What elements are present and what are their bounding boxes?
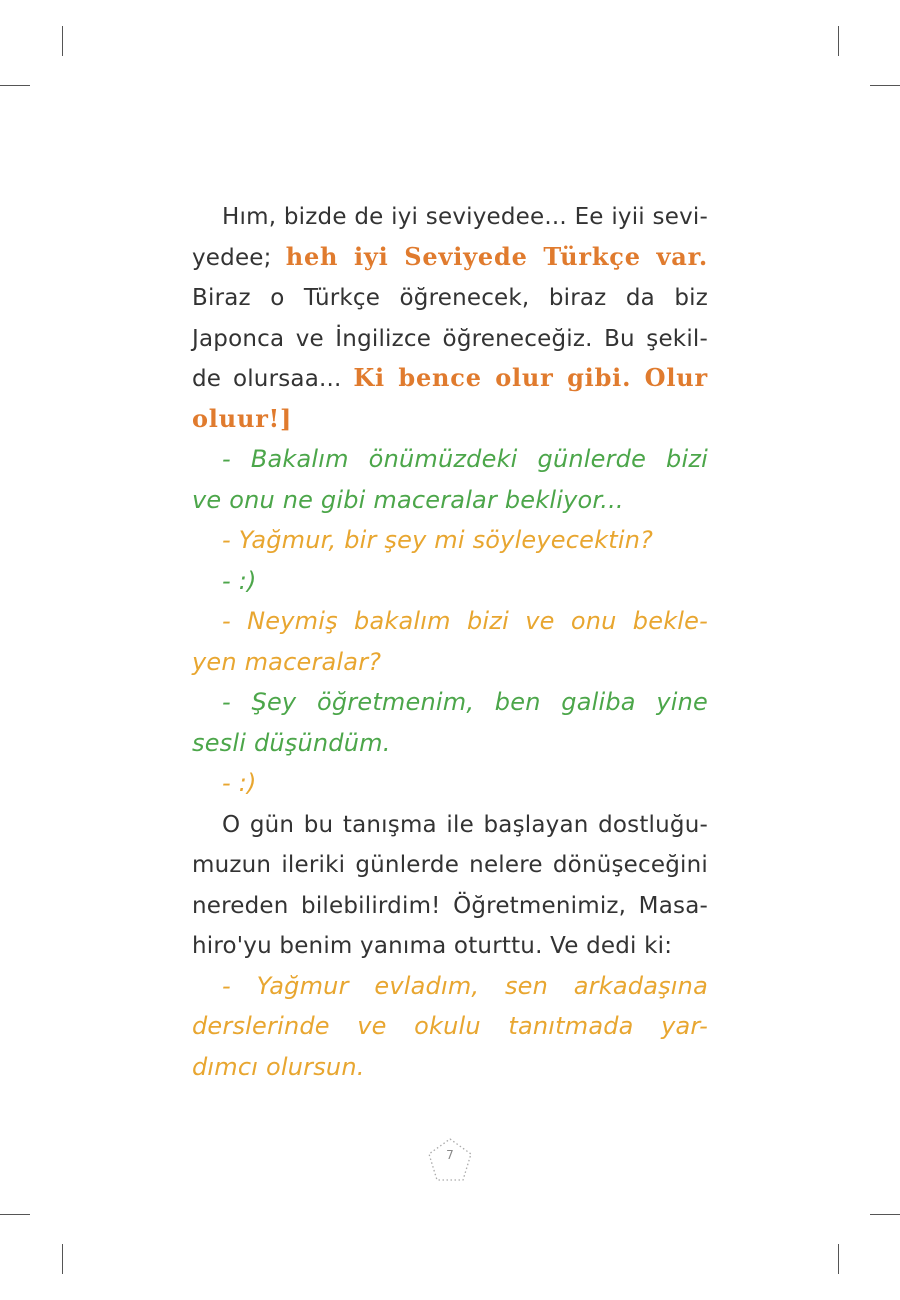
text-segment: ve onu ne gibi maceralar bekliyor... xyxy=(192,485,624,514)
text-line xyxy=(192,196,708,237)
text-line xyxy=(192,723,708,764)
text-segment: sesli düşündüm. xyxy=(192,728,391,757)
text-segment: heh iyi Seviyede Türkçe var. xyxy=(285,241,708,271)
text-segment: Biraz o Türkçe öğrenecek, biraz da biz xyxy=(192,285,708,311)
crop-mark xyxy=(62,1244,63,1274)
text-segment: de olursaa... xyxy=(192,366,354,392)
text-segment: - :) xyxy=(222,566,257,595)
text-segment: oluur!] xyxy=(192,403,293,433)
page-number-badge xyxy=(427,1137,473,1183)
text-line xyxy=(192,642,708,683)
crop-mark xyxy=(870,85,900,86)
text-line xyxy=(192,1006,708,1047)
text-line xyxy=(192,561,708,602)
text-line xyxy=(192,804,708,845)
text-segment: - Şey öğretmenim, ben galiba yine xyxy=(222,688,708,716)
crop-mark xyxy=(0,85,30,86)
text-line xyxy=(192,358,708,399)
text-line xyxy=(192,885,708,926)
text-segment: derslerinde ve okulu tanıtmada yar- xyxy=(192,1012,708,1040)
text-line xyxy=(192,763,708,804)
text-line xyxy=(192,925,708,966)
text-segment: Ki bence olur gibi. Olur xyxy=(353,363,708,392)
text-line xyxy=(192,682,708,723)
text-segment: dımcı olursun. xyxy=(192,1052,365,1081)
text-line xyxy=(192,318,708,359)
crop-mark xyxy=(62,26,63,56)
text-segment: - Yağmur evladım, sen arkadaşına xyxy=(222,971,708,1000)
text-segment: nereden bilebilirdim! Öğretmenimiz, Masa- xyxy=(192,892,708,919)
text-segment: hiro'yu benim yanıma oturttu. Ve dedi ki: xyxy=(192,933,673,959)
text-segment: - Neymiş bakalım bizi ve onu bekle- xyxy=(222,607,708,635)
crop-mark xyxy=(870,1214,900,1215)
text-line xyxy=(192,480,708,521)
text-segment: Japonca ve İngilizce öğreneceğiz. Bu şekil- xyxy=(192,325,708,352)
crop-mark xyxy=(838,26,839,56)
text-segment: - Yağmur, bir şey mi söyleyecektin? xyxy=(222,526,654,554)
text-line xyxy=(192,844,708,885)
text-segment: muzun ileriki günlerde nelere dönüşeceğini xyxy=(192,852,708,878)
text-segment: O gün bu tanışma ile başlayan dostluğu- xyxy=(222,811,708,838)
text-segment: - Bakalım önümüzdeki günlerde bizi xyxy=(222,445,708,473)
text-segment: yedee; xyxy=(192,244,286,271)
text-segment: - :) xyxy=(222,769,257,797)
text-line xyxy=(192,277,708,318)
text-line xyxy=(192,439,708,480)
text-line xyxy=(192,1047,708,1088)
text-line xyxy=(192,520,708,561)
page-number: 7 xyxy=(446,1148,454,1162)
crop-mark xyxy=(838,1244,839,1274)
crop-mark xyxy=(0,1214,30,1215)
text-line xyxy=(192,237,708,278)
book-page-text xyxy=(192,196,708,1087)
text-line xyxy=(192,399,708,440)
text-line xyxy=(192,966,708,1007)
text-segment: yen maceralar? xyxy=(192,647,382,676)
text-segment: Hım, bizde de iyi seviyedee... Ee iyii sevi- xyxy=(222,204,708,230)
text-line xyxy=(192,601,708,642)
